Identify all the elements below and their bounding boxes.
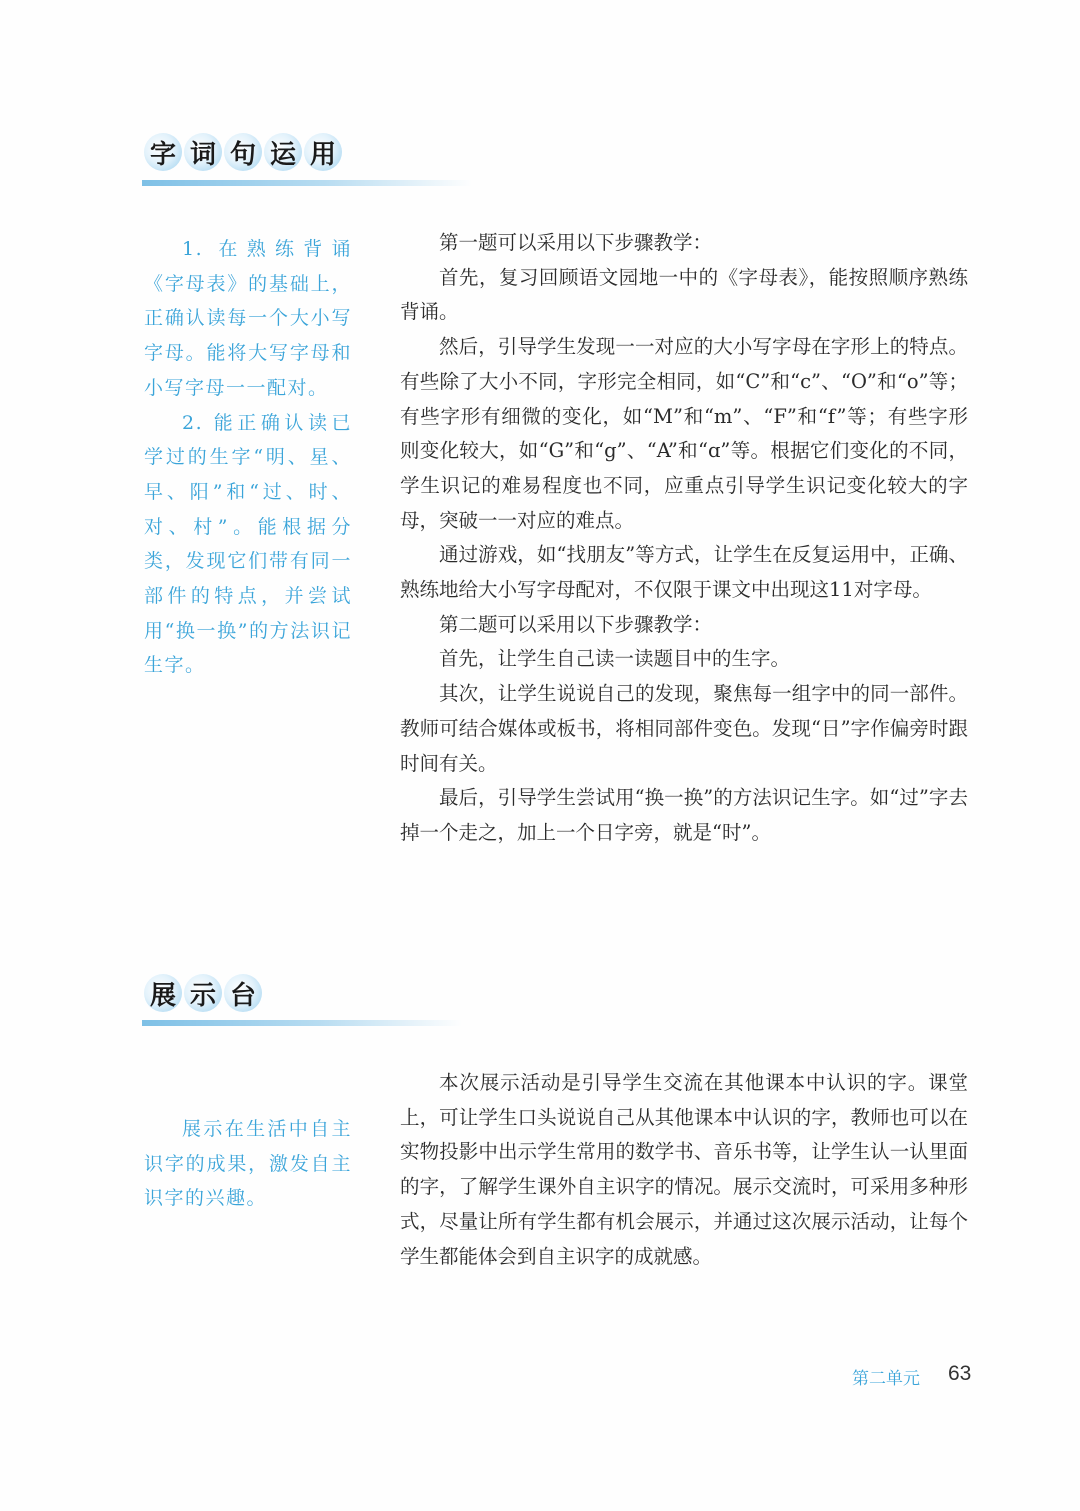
main-text-section1 [400, 226, 968, 851]
heading-underline [142, 1020, 462, 1026]
paragraph: 首先，让学生自己读一读题目中的生字。 [439, 647, 791, 671]
heading-char: 句 [224, 133, 262, 171]
heading-char: 展 [144, 974, 182, 1012]
side-note: 展示在生活中自主识字的成果，激发自主识字的兴趣。 [144, 1118, 352, 1210]
heading-char: 示 [184, 974, 222, 1012]
main-text-section2 [400, 1066, 968, 1274]
heading-char: 词 [184, 133, 222, 171]
section-heading-ziciju [144, 133, 348, 171]
page-number: 63 [948, 1362, 972, 1385]
footer-unit-label: 第二单元 [852, 1369, 920, 1389]
paragraph: 本次展示活动是引导学生交流在其他课本中认识的字。课堂上，可让学生口头说说自己从其他课本中认识的字，教师也可以在实物投影中出示学生常用的数学书、音乐书等，让学生认一认里面的字，了解学生课外自主识字的情况。展示交流时，可采用多种形式，尽量让所有学生都有机会展示，并通过这次展示活动，让每个学生都能体会到自主识字的成就感。 [400, 1071, 968, 1268]
paragraph: 通过游戏，如“找朋友”等方式，让学生在反复运用中，正确、熟练地给大小写字母配对，不仅限于课文中出现这11对字母。 [400, 543, 968, 602]
paragraph: 然后，引导学生发现一一对应的大小写字母在字形上的特点。有些除了大小不同，字形完全相同，如“C”和“c”、“O”和“o”等；有些字形有细微的变化，如“M”和“m”、“F”和“f”等；有些字形则变化较大，如“G”和“g”、“A”和“ɑ”等。根据它们变化的不同，学生识记的难易程度也不同，应重点引导学生识记变化较大的字母，突破一一对应的难点。 [400, 335, 968, 532]
heading-char: 字 [144, 133, 182, 171]
paragraph: 其次，让学生说说自己的发现，聚焦每一组字中的同一部件。教师可结合媒体或板书，将相同部件变色。发现“日”字作偏旁时跟时间有关。 [400, 682, 968, 775]
heading-char: 台 [224, 974, 262, 1012]
side-notes-zhanshi [144, 1112, 352, 1216]
side-note: 1. 在熟练背诵《字母表》的基础上，正确认读每一个大小写字母。能将大写字母和小写字母一一配对。 [144, 238, 352, 399]
side-note: 2. 能正确认读已学过的生字“明、星、早、阳”和“过、时、对、村”。能根据分类，发现它们带有同一部件的特点，并尝试用“换一换”的方法识记生字。 [144, 411, 352, 677]
section-heading-zhanshitai [144, 974, 268, 1012]
paragraph: 最后，引导学生尝试用“换一换”的方法识记生字。如“过”字去掉一个走之，加上一个日字旁，就是“时”。 [400, 786, 968, 844]
heading-underline [142, 180, 472, 186]
paragraph: 第二题可以采用以下步骤教学： [439, 612, 713, 636]
paragraph: 首先，复习回顾语文园地一中的《字母表》，能按照顺序熟练背诵。 [400, 265, 968, 324]
paragraph: 第一题可以采用以下步骤教学： [439, 231, 713, 254]
heading-char: 用 [304, 133, 342, 171]
heading-char: 运 [264, 133, 302, 171]
side-notes-objectives [144, 232, 352, 683]
